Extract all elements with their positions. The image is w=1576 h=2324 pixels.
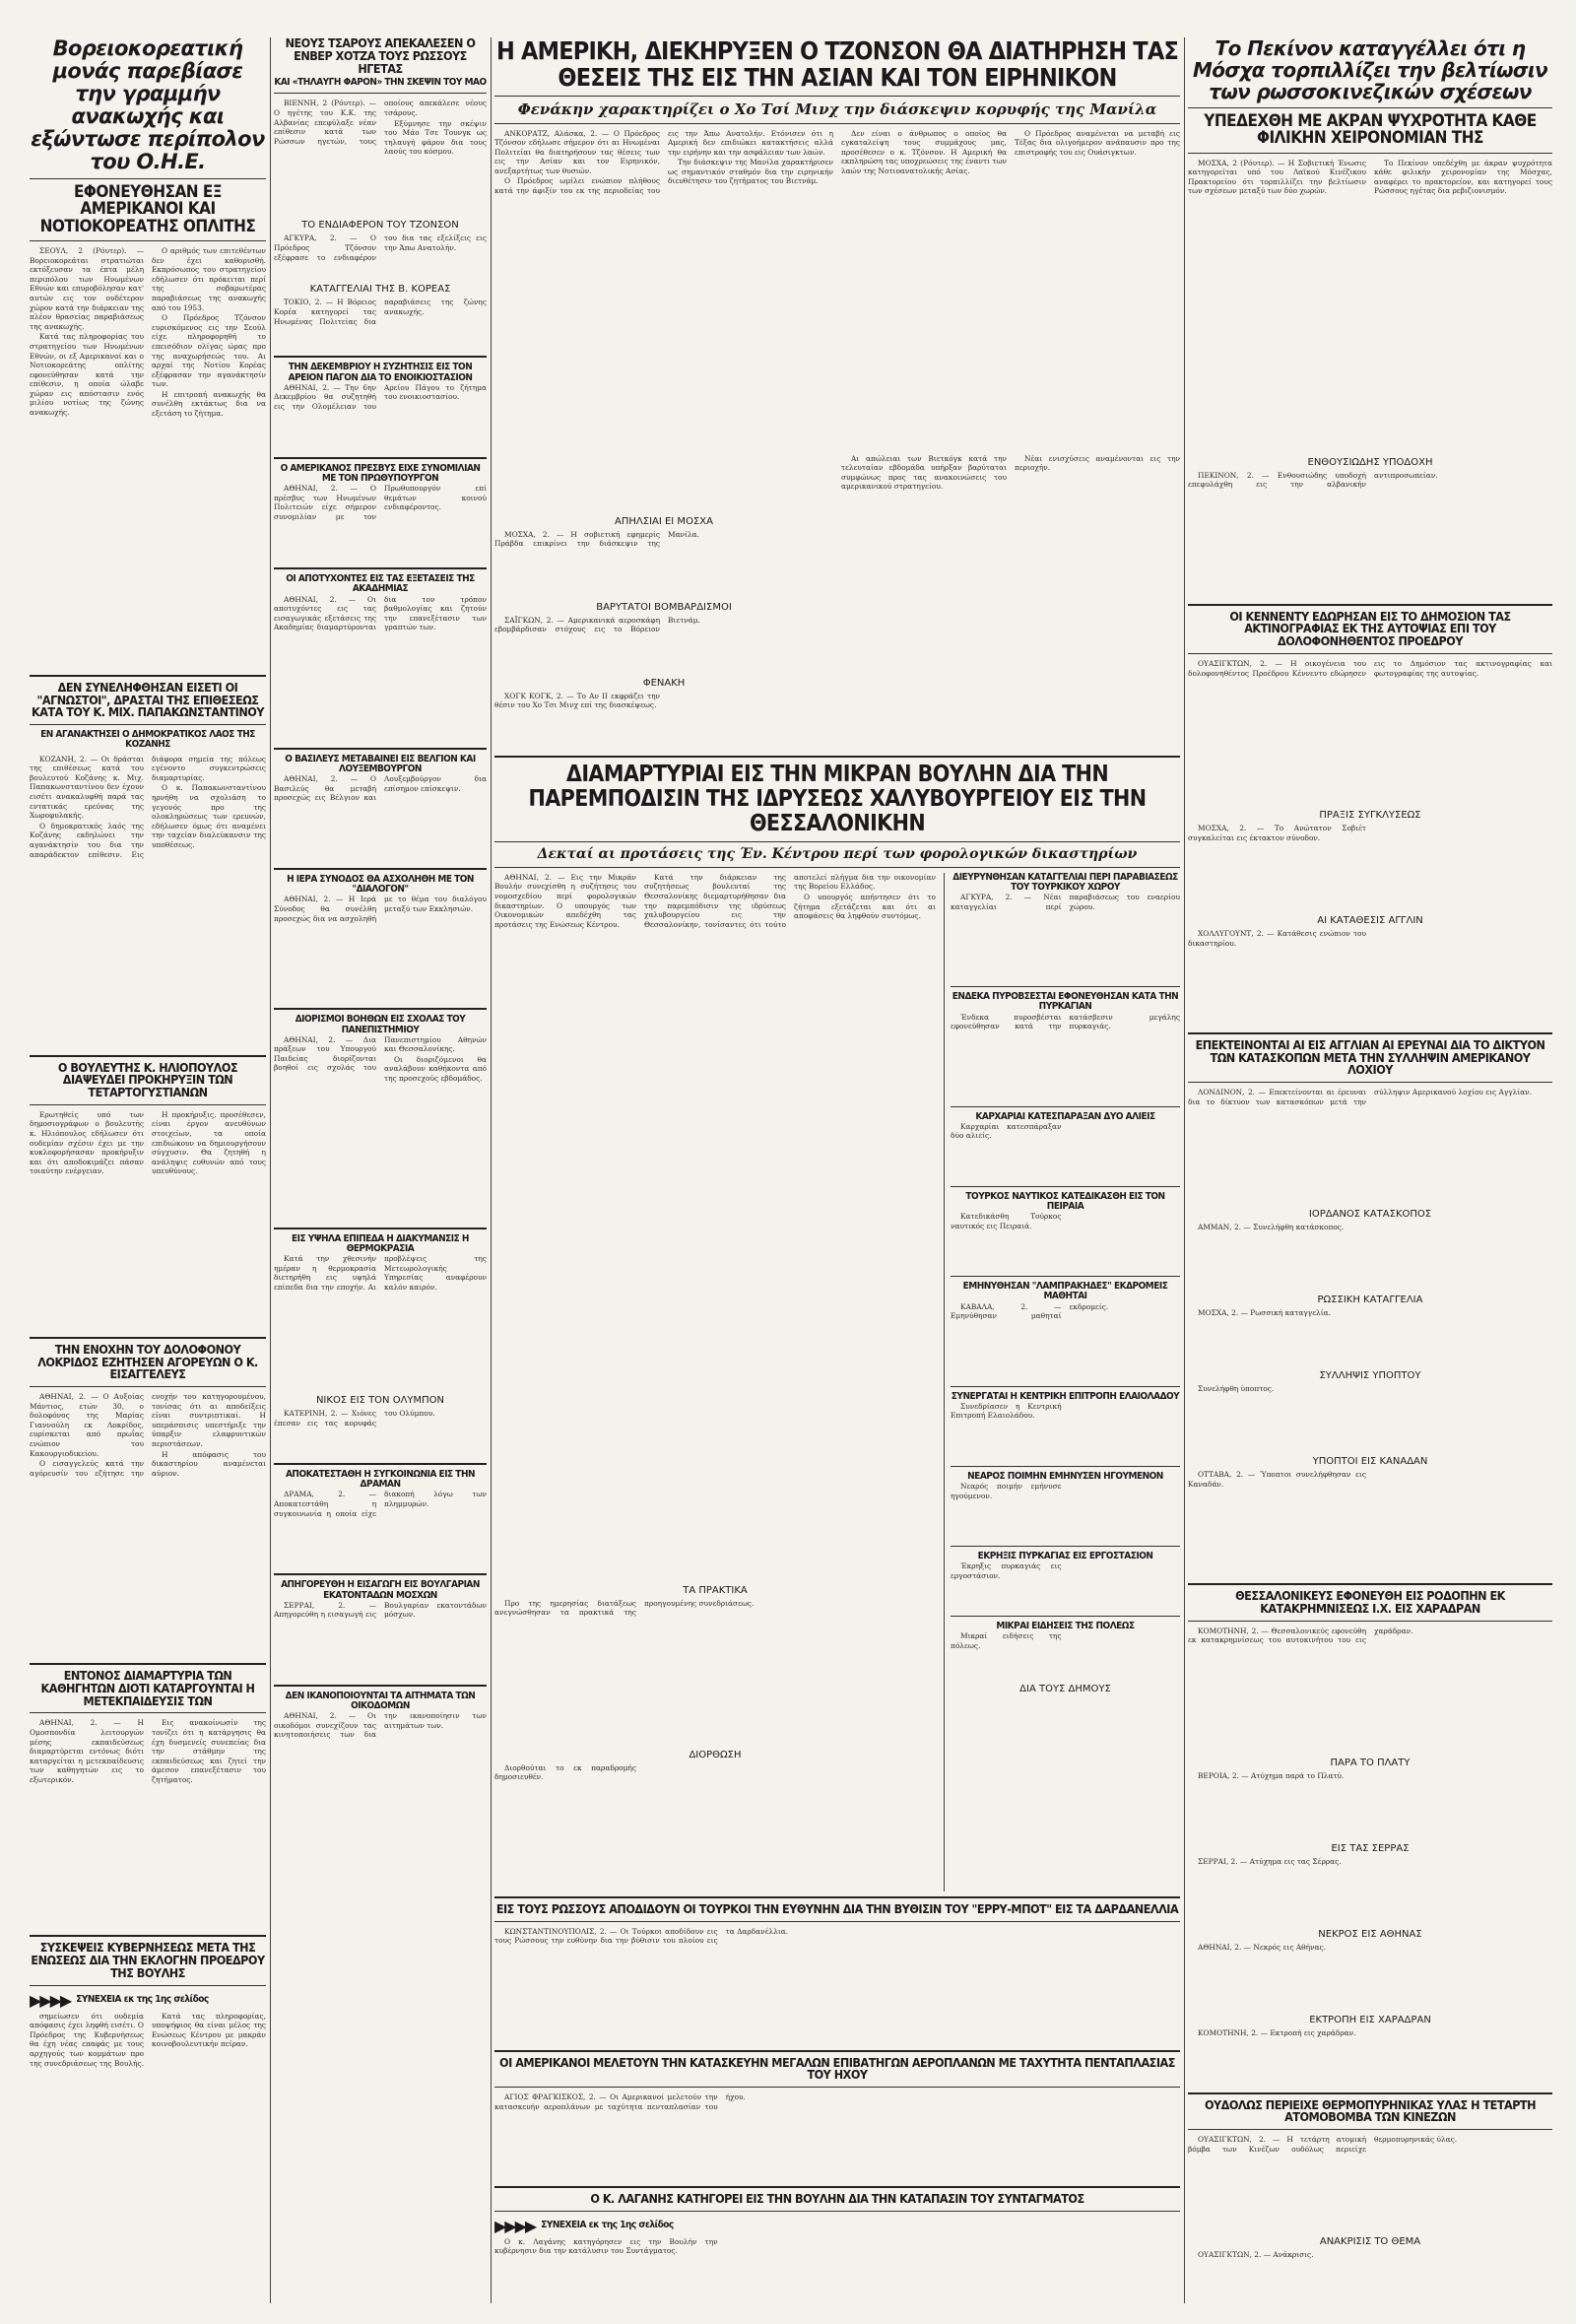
article-lokris: ΑΘΗΝΑΙ, 2. — Ο Αυξοίας Μάντιος, ετών 30, ο δολοφόνος της Μαρίας Γιαννούλη εκ Λοκρίδος, ευρίσκεται από πρωΐας ενώπιον του Κακουργιοδικείου. Ο εισαγγελεύς κατά την αγόρευσίν του εζήτησε την ενοχήν του κατηγορουμένου, τονίσας ότι αι αποδείξεις είναι συντριπτικαί. Η υπεράσπισις υπεστήριξε την ύπαρξιν ελαφρυντικών περιστάσεων. Η απόφασις του δικαστηρίου αναμένεται αύριον. xyxy=(30,1392,266,1478)
subhead-olympus: ΝΙΚΟΣ ΕΙΣ ΤΟΝ ΟΛΥΜΠΟΝ xyxy=(315,1395,445,1407)
headline-kozani: ΔΕΝ ΣΥΝΕΛΗΦΘΗΣΑΝ ΕΙΣΕΤΙ ΟΙ "ΑΓΝΩΣΤΟΙ", ΔΡΑΣΤΑΙ ΤΗΣ ΕΠΙΘΕΣΕΩΣ ΚΑΤΑ ΤΟΥ Κ. ΜΙΧ. ΠΑΠΑΚΩΝΣΤΑΝΤΙΝΟΥ xyxy=(32,679,264,720)
article-johnson-2: Δεν είναι ο άνθρωπος ο οποίος θα εγκαταλείψη τους συμμάχους μας, προσέθεσεν ο κ. Τζόνσον. Η Αμερική θα εκπληρώση τας υποχρεώσεις της έναντι των λαών της Νοτιοανατολικής Ασίας. Ο Πρόεδρος αναμένεται να μεταβή εις Τέξας δια ολιγοήμερον ανάπαυσιν προ της επιστροφής του εις Ουάσιγκτων. xyxy=(841,128,1180,175)
subhead-convocation: ΠΡΑΞΙΣ ΣΥΓΚΛΥΣΕΩΣ xyxy=(1319,809,1421,821)
article-teachers: ΑΘΗΝΑΙ, 2. — Η Ομοσπονδία λειτουργών μέσης εκπαιδεύσεως διαμαρτύρεται εντόνως διότι καταργείται η μετεκπαίδευσις των καθηγητών εις το εξωτερικόν. Εις ανακοίνωσίν της τονίζει ότι η κατάργησις θα έχη δυσμενείς συνεπείας δια την στάθμην της εκπαιδεύσεως και ζητεί την άμεσον επανεξέτασιν του ζητήματος. xyxy=(30,1718,266,1784)
arrows-icon: ▶▶▶▶ xyxy=(494,2216,536,2235)
headline-bulgaria: ΑΠΗΓΟΡΕΥΘΗ Η ΕΙΣΑΓΩΓΗ ΕΙΣ ΒΟΥΛΓΑΡΙΑΝ ΕΚΑΤΟΝΤΑΔΩΝ ΜΟΣΧΩΝ xyxy=(281,1579,480,1601)
article-bulgaria: ΣΕΡΡΑΙ, 2. — Απηγορεύθη η εισαγωγή εις Βουλγαρίαν εκατοντάδων μόσχων. xyxy=(274,1600,487,1620)
headline-korea: Βορειοκορεατική μονάς παρεβίασε την γραμμήν ανακωχής και εξώντωσε περίπολον του Ο.Η.Ε. xyxy=(31,37,265,173)
article-consultations: σημείωσεν ότι ουδεμία απόφασις έχει ληφθή εισέτι. Ο Πρόεδρος της Κυβερνήσεως θα έχη νέας επαφάς με τους αρχηγούς των κομμάτων προ της συνεδριάσεως της Βουλής. Κατά τας πληροφορίας, υποψήφιος θα είναι μέλος της Ενώσεως Κέντρου με μακράν κοινοβουλευτικήν πείραν. xyxy=(30,2011,266,2068)
headline-ambassador: Ο ΑΜΕΡΙΚΑΝΟΣ ΠΡΕΣΒΥΣ ΕΙΧΕ ΣΥΝΟΜΙΛΙΑΝ ΜΕ ΤΟΝ ΠΡΩΘΥΠΟΥΡΓΟΝ xyxy=(280,462,481,484)
subhead-hoxha: ΚΑΙ «ΤΗΛΑΥΓΗ ΦΑΡΟΝ» ΤΗΝ ΣΚΕΨΙΝ ΤΟΥ ΜΑΟ xyxy=(274,77,487,89)
article-welcome: ΠΕΚΙΝΟΝ, 2. — Ενθουσιώδης υποδοχή επεφυλάχθη εις την αλβανικήν αντιπροσωπείαν. xyxy=(1188,470,1438,490)
article-platy: ΒΕΡΟΙΑ, 2. — Ατύχημα παρά το Πλατύ. xyxy=(1198,1770,1345,1780)
article-oil-committee: Συνεδρίασεν η Κεντρική Επιτροπή Ελαιολάδου. xyxy=(951,1401,1062,1421)
article-vietnam: Αι απώλειαι των Βιετκόγκ κατά την τελευταίαν εβδομάδα υπήρξαν βαρύταται συμφώνως προς τας ανακοινώσεις του αμερικανικού στρατηγείου. Νέαι ενισχύσεις αναμένονται εις την περιοχήν. xyxy=(841,453,1180,492)
article-russian-complaint: ΜΟΣΧΑ, 2. — Ρωσσική καταγγελία. xyxy=(1198,1308,1331,1318)
headline-university: ΔΙΟΡΙΣΜΟΙ ΒΟΗΘΩΝ ΕΙΣ ΣΧΟΛΑΣ ΤΟΥ ΠΑΝΕΠΙΣΤΗΜΙΟΥ xyxy=(295,1014,466,1035)
article-sharks: Καρχαρίαι κατεσπάραξαν δύο αλιείς. xyxy=(951,1121,1062,1141)
article-spies: ΛΟΝΔΙΝΟΝ, 2. — Επεκτείνονται αι έρευναι δια το δίκτυον των κατασκόπων μετά την σύλληψιν Αμερικανού λοχίου εις Αγγλίαν. xyxy=(1188,1088,1533,1106)
article-athens-dead: ΑΘΗΝΑΙ, 2. — Νεκρός εις Αθήνας. xyxy=(1198,1942,1327,1952)
subhead-johnson-interest: ΤΟ ΕΝΔΙΑΦΕΡΟΝ ΤΟΥ ΤΖΟΝΣΟΝ xyxy=(301,220,459,232)
article-synod: ΑΘΗΝΑΙ, 2. — Η Ιερά Σύνοδος θα συνέλθη προσεχώς δια να ασχοληθή με το θέμα του διαλόγου μεταξύ των Εκκλησιών. xyxy=(274,895,487,923)
lead-subhead: Φενάκην χαρακτηρίζει ο Χο Τσί Μινχ την διάσκεψιν κορυφής της Μανίλα xyxy=(517,100,1157,118)
article-rent: ΑΘΗΝΑΙ, 2. — Την 6ην Δεκεμβρίου θα συζητηθή εις την Ολομέλειαν του Αρείου Πάγου το ζήτημα του ενοικιοστασίου. xyxy=(274,382,487,411)
article-temperature: Κατά την χθεσινήν ημέραν η θερμοκρασία διετηρήθη εις υψηλά επίπεδα δια την εποχήν. Αι προβλέψεις της Μετεωρολογικής Υπηρεσίας αναφέρουν καλόν καιρόν. xyxy=(274,1254,487,1292)
article-serres: ΣΕΡΡΑΙ, 2. — Ατύχημα εις τας Σέρρας. xyxy=(1198,1856,1342,1866)
headline-spies: ΕΠΕΚΤΕΙΝΟΝΤΑΙ ΑΙ ΕΙΣ ΑΓΓΛΙΑΝ ΑΙ ΕΡΕΥΝΑΙ ΔΙΑ ΤΟ ΔΙΚΤΥΟΝ ΤΩΝ ΚΑΤΑΣΚΟΠΩΝ ΜΕΤΑ ΤΗΝ ΣΥΛΛΗΨΙΝ ΑΜΕΡΙΚΑΝΟΥ ΛΟΧΙΟΥ xyxy=(1195,1036,1545,1078)
article-rodopi: ΚΟΜΟΤΗΝΗ, 2. — Θεσσαλονικεύς εφονεύθη εκ κατακρημνίσεως του αυτοκινήτου του εις χαράδραν. xyxy=(1188,1626,1413,1645)
article-peking: ΜΟΣΧΑ, 2 (Ρόυτερ). — Η Σοβιετική Ένωσις κατηγορείται υπό του Λαϊκού Κινέζικου Πρακτορείου ότι τορπιλλίζει την βελτίωσιν των σχέσεων μεταξύ των δύο χωρών. Το Πεκίνον υπεδέχθη με άκραν ψυχρότητα κάθε φιλικήν χειρονομίαν της Μόσχας, αναφέρει το πρακτορείον, και κατηγορεί τους Ρώσσους ηγέτας δια ρεβιζιονισμόν. xyxy=(1188,158,1552,196)
article-olympus: ΚΑΤΕΡΙΝΗ, 2. — Χιόνες έπεσαν εις τας κορυφάς του Ολύμπου. xyxy=(274,1409,435,1428)
column-5 xyxy=(1188,37,1552,2303)
article-drama: ΔΡΑΜΑ, 2. — Αποκατεστάθη η συγκοινωνία η οποία είχε διακοπή λόγω των πλημμυρών. xyxy=(274,1490,487,1518)
headline-turkish-sailor: ΤΟΥΡΚΟΣ ΝΑΥΤΙΚΟΣ ΚΑΤΕΔΙΚΑΣΘΗ ΕΙΣ ΤΟΝ ΠΕΙΡΑΙΑ xyxy=(965,1190,1165,1213)
article-king: ΑΘΗΝΑΙ, 2. — Ο Βασιλεύς θα μεταβή προσεχώς εις Βέλγιον και Λουξεμβούργον δια επίσημον επίσκεψιν. xyxy=(274,773,487,803)
headline-dardanelles: ΕΙΣ ΤΟΥΣ ΡΩΣΣΟΥΣ ΑΠΟΔΙΔΟΥΝ ΟΙ ΤΟΥΡΚΟΙ ΤΗΝ ΕΥΘΥΝΗΝ ΔΙΑ ΤΗΝ ΒΥΘΙΣΙΝ ΤΟΥ "ΕΡΡΥ-ΜΠΟΤ" ΕΙΣ ΤΑ ΔΑΡΔΑΝΕΛΛΙΑ xyxy=(495,1900,1179,1916)
article-city-news: Μικραί ειδήσεις της πόλεως. xyxy=(951,1631,1062,1650)
subhead-minutes: ΤΑ ΠΡΑΚΤΙΚΑ xyxy=(683,1584,748,1596)
article-suspect-arrest: Συνελήφθη ύποπτος. xyxy=(1198,1384,1275,1394)
article-supersonic: ΑΓΙΟΣ ΦΡΑΓΚΙΣΚΟΣ, 2. — Οι Αμερικανοί μελετούν την κατασκευήν αεροπλάνων με ταχύτητα πενταπλασίαν του ήχου. xyxy=(494,2092,746,2111)
article-chinese-bomb: ΟΥΑΣΙΓΚΤΩΝ, 2. — Η τετάρτη ατομική βόμβα των Κινέζων ουδόλως περιείχε θερμοπυρηνικάς ύλας. xyxy=(1188,2135,1458,2154)
headline-iliopoulos: Ο ΒΟΥΛΕΥΤΗΣ Κ. ΗΛΙΟΠΟΥΛΟΣ ΔΙΑΨΕΥΔΕΙ ΠΡΟΚΗΡΥΞΙΝ ΤΩΝ ΤΕΤΑΡΤΟΓΥΣΤΙΑΝΩΝ xyxy=(57,1059,238,1100)
article-firemen: Ένδεκα πυροσβέσται εφονεύθησαν κατά την κατάσβεσιν μεγάλης πυρκαγιάς. xyxy=(951,1012,1180,1031)
headline-consultations: ΣΥΣΚΕΨΕΙΣ ΚΥΒΕΡΝΗΣΕΩΣ ΜΕΤΑ ΤΗΣ ΕΝΩΣΕΩΣ ΔΙΑ ΤΗΝ ΕΚΛΟΓΗΝ ΠΡΟΕΔΡΟΥ ΤΗΣ ΒΟΥΛΗΣ xyxy=(31,1940,265,1980)
article-moscow: ΜΟΣΧΑ, 2. — Η σοβιετική εφημερίς Πράβδα επικρίνει την διάσκεψιν της Μανίλα. xyxy=(494,529,699,549)
headline-oil-committee: ΣΥΝΕΡΓΑΤΑΙ Η ΚΕΝΤΡΙΚΗ ΕΠΙΤΡΟΠΗ ΕΛΑΙΟΛΑΔΟΥ xyxy=(951,1390,1180,1402)
subhead-sham: ΦΕΝΑΚΗ xyxy=(642,677,686,689)
subhead-russian-complaint: ΡΩΣΣΙΚΗ ΚΑΤΑΓΓΕΛΙΑ xyxy=(1317,1295,1423,1306)
subhead-korea-complaints: ΚΑΤΑΓΓΕΛΙΑΙ ΤΗΣ Β. ΚΟΡΕΑΣ xyxy=(309,284,451,296)
column-rule xyxy=(491,37,492,2303)
subhead-serres: ΕΙΣ ΤΑΣ ΣΕΡΡΑΣ xyxy=(1331,1842,1410,1854)
article-students: ΚΑΒΑΛΑ, 2. — Εμηνύθησαν μαθηταί εκδρομείς. xyxy=(951,1301,1109,1321)
article-builders: ΑΘΗΝΑΙ, 2. — Οι οικοδόμοι συνεχίζουν τας κινητοποιήσεις των δια την ικανοποίησιν των αιτημάτων των. xyxy=(274,1711,487,1740)
subhead-kozani: ΕΝ ΑΓΑΝΑΚΤΗΣΕΙ Ο ΔΗΜΟΚΡΑΤΙΚΟΣ ΛΑΟΣ ΤΗΣ ΚΟΖΑΝΗΣ xyxy=(40,729,255,751)
headline-kennedy: ΟΙ ΚΕΝΝΕΝΤΥ ΕΔΩΡΗΣΑΝ ΕΙΣ ΤΟ ΔΗΜΟΣΙΟΝ ΤΑΣ ΑΚΤΙΝΟΓΡΑΦΙΑΣ ΕΚ ΤΗΣ ΑΥΤΟΨΙΑΣ ΕΠΙ ΤΟΥ ΔΟΛΟΦΟΝΗΘΕΝΤΟΣ ΠΡΟΕΔΡΟΥ xyxy=(1229,608,1511,649)
column-rule xyxy=(270,37,271,2303)
article-johnson: ΑΝΚΟΡΑΤΖ, Αλάσκα, 2. — Ο Πρόεδρος Τζόνσον εδήλωσε σήμερον ότι αι Ηνωμέναι Πολιτείαι θα διατηρήσουν τας θέσεις των εις την Ασίαν και τον Ειρηνικόν, ανεξαρτήτως των θυσιών. Ο Πρόεδρος ωμίλει ενώπιον πλήθους κατά την άφιξίν του εκ της περιοδείας του εις την Άπω Ανατολήν. Ετόνισεν ότι η Αμερική δεν επιδιώκει κατακτήσεις αλλά την ειρήνην και την ασφάλειαν των λαών. Την διάσκεψιν της Μανίλα χαρακτήρισεν ως σημαντικόν σταθμόν δια την ειρηνικήν διευθέτησιν του ζητήματος του Βιετνάμ. xyxy=(494,128,833,196)
article-bombing: ΣΑΪΓΚΩΝ, 2. — Αμερικανικά αεροσκάφη εβομβάρδισαν στόχους εις το Βόρειον Βιετνάμ. xyxy=(494,615,700,634)
article-ravine: ΚΟΜΟΤΗΝΗ, 2. — Εκτροπή εις χαράδραν. xyxy=(1198,2027,1356,2037)
subhead-correction: ΔΙΟΡΘΩΣΗ xyxy=(689,1749,742,1760)
headline-factory-fire: ΕΚΡΗΞΙΣ ΠΥΡΚΑΓΙΑΣ ΕΙΣ ΕΡΓΟΣΤΑΣΙΟΝ xyxy=(977,1550,1153,1561)
column-rule xyxy=(1184,37,1185,2303)
headline-shepherd: ΝΕΑΡΟΣ ΠΟΙΜΗΝ ΕΜΗΝΥΣΕΝ ΗΓΟΥΜΕΝΟΝ xyxy=(967,1470,1163,1482)
subhead-ravine: ΕΚΤΡΟΠΗ ΕΙΣ ΧΑΡΑΔΡΑΝ xyxy=(1309,2014,1431,2025)
headline-rodopi: ΘΕΣΣΑΛΟΝΙΚΕΥΣ ΕΦΟΝΕΥΘΗ ΕΙΣ ΡΟΔΟΠΗΝ ΕΚ ΚΑΤΑΚΡΗΜΝΙΣΕΩΣ Ι.Χ. ΕΙΣ ΧΑΡΑΔΡΑΝ xyxy=(1235,1588,1505,1616)
subhead-moscow: ΑΠΗΛΣΙΑΙ ΕΙ ΜΟΣΧΑ xyxy=(615,515,713,527)
headline-teachers: ΕΝΤΟΝΟΣ ΔΙΑΜΑΡΤΥΡΙΑ ΤΩΝ ΚΑΘΗΓΗΤΩΝ ΔΙΟΤΙ ΚΑΤΑΡΓΟΥΝΤΑΙ Η ΜΕΤΕΚΠΑΙΔΕΥΣΙΣ ΤΩΝ xyxy=(40,1668,255,1708)
article-jordan: ΑΜΜΑΝ, 2. — Συνελήφθη κατάσκοπος. xyxy=(1198,1223,1345,1232)
headline-laganis: Ο Κ. ΛΑΓΑΝΗΣ ΚΑΤΗΓΟΡΕΙ ΕΙΣ ΤΗΝ ΒΟΥΛΗΝ ΔΙΑ ΤΗΝ ΚΑΤΑΠΑΣΙΝ ΤΟΥ ΣΥΝΤΑΓΜΑΤΟΣ xyxy=(590,2191,1084,2207)
article-correction: Διορθούται το εκ παραδρομής δημοσιευθέν. xyxy=(494,1762,636,1782)
mid-subhead: Δεκταί αι προτάσεις της Έν. Κέντρου περί των φορολογικών δικαστηρίων xyxy=(537,845,1138,862)
article-deposition: ΧΟΛΛΥΓΟΥΝΤ, 2. — Κατάθεσις ενώπιον του δικαστηρίου. xyxy=(1188,928,1366,948)
headline-rent: ΤΗΝ ΔΕΚΕΜΒΡΙΟΥ Η ΣΥΖΗΤΗΣΙΣ ΕΙΣ ΤΟΝ ΑΡΕΙΟΝ ΠΑΓΟΝ ΔΙΑ ΤΟ ΕΝΟΙΚΙΟΣΤΑΣΙΟΝ xyxy=(288,362,473,383)
subhead-municipalities: ΔΙΑ ΤΟΥΣ ΔΗΜΟΥΣ xyxy=(1019,1684,1111,1695)
mid-headline: ΔΙΑΜΑΡΤΥΡΙΑΙ ΕΙΣ ΤΗΝ ΜΙΚΡΑΝ ΒΟΥΛΗΝ ΔΙΑ ΤΗΝ ΠΑΡΕΜΠΟΔΙΣΙΝ ΤΗΣ ΙΔΡΥΣΕΩΣ ΧΑΛΥΒΟΥΡΓΕΙΟΥ ΕΙΣ ΤΗΝ ΘΕΣΣΑΛΟΝΙΚΗΝ xyxy=(528,761,1147,836)
article-johnson-interest: ΑΓΚΥΡΑ, 2. — Ο Πρόεδρος Τζόνσον εξέφρασε το ενδιαφέρον του δια τας εξελίξεις εις την Άπω Ανατολήν. xyxy=(274,233,487,262)
subhead-deposition: ΑΙ ΚΑΤΑΘΕΣΙΣ ΑΓΓΛΙΝ xyxy=(1317,914,1423,926)
headline-city-news: ΜΙΚΡΑΙ ΕΙΔΗΣΕΙΣ ΤΗΣ ΠΟΛΕΩΣ xyxy=(996,1621,1135,1632)
article-laganis: Ο κ. Λαγάνης κατηγόρησεν εις την Βουλήν την κυβέρνησιν δια την κατάλυσιν του Συντάγματος. xyxy=(494,2236,718,2256)
headline-hoxha: ΝΕΟΥΣ ΤΣΑΡΟΥΣ ΑΠΕΚΑΛΕΣΕΝ Ο ΕΝΒΕΡ ΧΟΤΖΑ ΤΟΥΣ ΡΩΣΣΟΥΣ ΗΓΕΤΑΣ xyxy=(285,37,476,76)
subhead-suspect-arrest: ΣΥΛΛΗΨΙΣ ΥΠΟΠΤΟΥ xyxy=(1319,1370,1421,1382)
newspaper-page xyxy=(30,37,1552,2303)
headline-temperature: ΕΙΣ ΥΨΗΛΑ ΕΠΙΠΕΔΑ Η ΔΙΑΚΥΜΑΝΣΙΣ Η ΘΕΡΜΟΚΡΑΣΙΑ xyxy=(292,1232,469,1254)
headline-builders: ΔΕΝ ΙΚΑΝΟΠΟΙΟΥΝΤΑΙ ΤΑ ΑΙΤΗΜΑΤΑ ΤΩΝ ΟΙΚΟΔΟΜΩΝ xyxy=(285,1690,476,1711)
headline-sharks: ΚΑΡΧΑΡΙΑΙ ΚΑΤΕΣΠΑΡΑΞΑΝ ΔΥΟ ΑΛΙΕΙΣ xyxy=(975,1110,1155,1122)
continued-marker: ▶▶▶▶ ΣΥΝΕΧΕΙΑ εκ της 1ης σελίδος xyxy=(30,1990,209,2010)
arrows-icon: ▶▶▶▶ xyxy=(30,1990,71,2010)
headline-firemen: ΕΝΔΕΚΑ ΠΥΡΟΒΣΕΣΤΑΙ ΕΦΟΝΕΥΘΗΣΑΝ ΚΑΤΑ ΤΗΝ ΠΥΡΚΑΓΙΑΝ xyxy=(952,991,1179,1013)
article-factory-fire: Έκρηξις πυρκαγιάς εις εργοστάσιον. xyxy=(951,1561,1062,1580)
article-steelworks: ΑΘΗΝΑΙ, 2. — Εις την Μικράν Βουλήν συνεχίσθη η συζήτησις του νομοσχεδίου περί φορολογικών δικαστηρίων. Ο υπουργός των Οικονομικών απεδέχθη τας προτάσεις της Ενώσεως Κέντρου. Κατά την διάρκειαν της συζητήσεως βουλευταί της Θεσσαλονίκης διεμαρτυρήθησαν δια την παρεμπόδισιν της ιδρύσεως χαλυβουργείου εις την Θεσσαλονίκην, τονίσαντες ότι τούτο αποτελεί πλήγμα δια την οικονομίαν της Βορείου Ελλάδος. Ο υπουργός απήντησεν ότι το ζήτημα εξετάζεται και ότι αι αποφάσεις θα ληφθούν συντόμως. xyxy=(494,872,936,929)
article-turkish-airspace: ΑΓΚΥΡΑ, 2. — Νέαι καταγγελίαι περί παραβιάσεως του εναερίου χώρου. xyxy=(951,893,1180,911)
headline-supersonic: ΟΙ ΑΜΕΡΙΚΑΝΟΙ ΜΕΛΕΤΟΥΝ ΤΗΝ ΚΑΤΑΣΚΕΥΗΝ ΜΕΓΑΛΩΝ ΕΠΙΒΑΤΗΓΩΝ ΑΕΡΟΠΛΑΝΩΝ ΜΕ ΤΑΧΥΤΗΤΑ ΠΕΝΤΑΠΛΑΣΙΑΣ ΤΟΥ ΗΧΟΥ xyxy=(499,2054,1175,2083)
headline-peking: Το Πεκίνον καταγγέλλει ότι η Μόσχα τορπιλλίζει την βελτίωσιν των ρωσσοκινεζικών σχέσεων xyxy=(1192,37,1548,103)
subhead-jordan: ΙΟΡΔΑΝΟΣ ΚΑΤΑΣΚΟΠΟΣ xyxy=(1308,1209,1432,1221)
subhead-peking: ΥΠΕΔΕΧΘΗ ΜΕ ΑΚΡΑΝ ΨΥΧΡΟΤΗΤΑ ΚΑΘΕ ΦΙΛΙΚΗΝ ΧΕΙΡΟΝΟΜΙΑΝ ΤΗΣ xyxy=(1204,111,1537,149)
headline-academy: ΟΙ ΑΠΟΤΥΧΟΝΤΕΣ ΕΙΣ ΤΑΣ ΕΞΕΤΑΣΕΙΣ ΤΗΣ ΑΚΑΔΗΜΙΑΣ xyxy=(286,573,475,595)
column-1 xyxy=(30,37,266,2303)
headline-synod: Η ΙΕΡΑ ΣΥΝΟΔΟΣ ΘΑ ΑΣΧΟΛΗΘΗ ΜΕ ΤΟΝ "ΔΙΑΛΟΓΟΝ" xyxy=(287,873,474,896)
article-iliopoulos: Ερωτηθείς υπό των δημοσιογράφων ο βουλευτής κ. Ηλιόπουλος εδήλωσεν ότι ουδεμίαν σχέσιν έχει με την κυκλοφορήσασαν προκήρυξιν και ότι αποδοκιμάζει πάσαν τοιαύτην ενέργειαν. Η προκήρυξις, προσέθεσεν, είναι έργον ανευθύνων στοιχείων, τα οποία επιδιώκουν να δημιουργήσουν σύγχυσιν. Θα ζητηθή η ανάληψις ευθυνών από τους υπευθύνους. xyxy=(30,1109,266,1176)
headline-turkish-airspace: ΔΙΕΥΡΥΝΘΗΣΑΝ ΚΑΤΑΓΓΕΛΙΑΙ ΠΕΡΙ ΠΑΡΑΒΙΑΣΕΩΣ ΤΟΥ ΤΟΥΡΚΙΚΟΥ ΧΩΡΟΥ xyxy=(952,871,1178,894)
headline-lokris: ΤΗΝ ΕΝΟΧΗΝ ΤΟΥ ΔΟΛΟΦΟΝΟΥ ΛΟΚΡΙΔΟΣ ΕΖΗΤΗΣΕΝ ΑΓΟΡΕΥΩΝ Ο Κ. ΕΙΣΑΓΓΕΛΕΥΣ xyxy=(37,1341,258,1382)
subhead-investigation: ΑΝΑΚΡΙΣΙΣ ΤΟ ΘΕΜΑ xyxy=(1319,2236,1421,2248)
subhead-korea: ΕΦΟΝΕΥΘΗΣΑΝ ΕΞ ΑΜΕΡΙΚΑΝΟΙ ΚΑΙ ΝΟΤΙΟΚΟΡΕΑΤΗΣ ΟΠΛΙΤΗΣ xyxy=(39,182,256,236)
subhead-platy: ΠΑΡΑ ΤΟ ΠΛΑΤΥ xyxy=(1330,1757,1411,1768)
article-korea-complaints: ΤΟΚΙΟ, 2. — Η Βόρειος Κορέα κατηγορεί τας Ηνωμένας Πολιτείας δια παραβιάσεις της ζώνης ανακωχής. xyxy=(274,298,487,326)
article-canada: ΟΤΤΑΒΑ, 2. — Ύποπτοι συνελήφθησαν εις Καναδάν. xyxy=(1188,1470,1366,1489)
subhead-bombing: ΒΑΡΥΤΑΤΟΙ ΒΟΜΒΑΡΔΙΣΜΟΙ xyxy=(596,601,732,613)
article-kennedy: ΟΥΑΣΙΓΚΤΩΝ, 2. — Η οικογένεια του δολοφονηθέντος Προέδρου Κέννεντυ εδώρησεν εις το Δημόσιον τας ακτινογραφίας και φωτογραφίας της αυτοψίας. xyxy=(1188,658,1552,678)
article-convocation: ΜΟΣΧΑ, 2. — Το Ανώτατον Σοβιέτ συγκαλείται εις έκτακτον σύνοδον. xyxy=(1188,823,1366,842)
subhead-welcome: ΕΝΘΟΥΣΙΩΔΗΣ ΥΠΟΔΟΧΗ xyxy=(1307,456,1433,468)
article-hoxha: ΒΙΕΝΝΗ, 2 (Ρόυτερ). — Ο ηγέτης του Κ.Κ. της Αλβανίας επεφύλαξε νέαν επίθεσιν κατά των Ρώσσων ηγετών, τους οποίους απεκάλεσε νέους τσάρους. Εξύμνησε την σκέψιν του Μάο Τσε Τουνγκ ως τηλαυγή φάρον δια τους λαούς του κόσμου. xyxy=(274,99,487,157)
subhead-canada: ΥΠΟΠΤΟΙ ΕΙΣ ΚΑΝΑΔΑΝ xyxy=(1312,1456,1428,1468)
article-turkish-sailor: Κατεδικάσθη Τούρκος ναυτικός εις Πειραιά. xyxy=(951,1212,1062,1230)
headline-chinese-bomb: ΟΥΔΟΛΩΣ ΠΕΡΙΕΙΧΕ ΘΕΡΜΟΠΥΡΗΝΙΚΑΣ ΥΛΑΣ Η ΤΕΤΑΡΤΗ ΑΤΟΜΟΒΟΜΒΑ ΤΩΝ ΚΙΝΕΖΩΝ xyxy=(1204,2096,1537,2125)
column-2 xyxy=(274,37,487,2303)
centre-columns xyxy=(494,37,1180,2303)
article-kozani: ΚΟΖΑΝΗ, 2. — Οι δράσται της επιθέσεως κατά του βουλευτού Κοζάνης κ. Μιχ. Παπακωνσταντίνου δεν έχουν εισέτι ανακαλυφθή παρά τας εντατικάς ερεύνας της Χωροφυλακής. Ο δημοκρατικός λαός της Κοζάνης εκδηλώνει την αγανάκτησίν του δια την απαράδεκτον επίθεσιν. Εις διάφορα σημεία της πόλεως εγένοντο συγκεντρώσεις διαμαρτυρίας. Ο κ. Παπακωνσταντίνου ηρνήθη να σχολιάση το γεγονός προ της ολοκληρώσεως των ερευνών, εδήλωσεν όμως ότι αναμένει την ταχείαν διαλεύκανσιν της υποθέσεως. xyxy=(30,754,266,859)
article-shepherd: Νεαρός ποιμήν εμήνυσε ηγούμενον. xyxy=(951,1481,1062,1500)
article-academy: ΑΘΗΝΑΙ, 2. — Οι αποτυχόντες εις τας εισαγωγικάς εξετάσεις της Ακαδημίας διαμαρτύρονται δια τον τρόπον βαθμολογίας και ζητούν την επανεξέτασιν των γραπτών των. xyxy=(274,594,487,632)
article-university: ΑΘΗΝΑΙ, 2. — Δια πράξεων του Υπουργού Παιδείας διορίζονται βοηθοί εις σχολάς του Πανεπιστημίου Αθηνών και Θεσσαλονίκης. Οι διοριζόμενοι θα αναλάβουν καθήκοντα από της προσεχούς εβδομάδος. xyxy=(274,1034,487,1084)
article-dardanelles: ΚΩΝΣΤΑΝΤΙΝΟΥΠΟΛΙΣ, 2. — Οι Τούρκοι αποδίδουν εις τους Ρώσσους την ευθύνην δια την βύθισιν του πλοίου εις τα Δαρδανέλλια. xyxy=(494,1926,789,1946)
article-ambassador: ΑΘΗΝΑΙ, 2. — Ο πρέσβυς των Ηνωμένων Πολιτειών είχε σήμερον συνομιλίαν με τον Πρωθυπουργόν επί θεμάτων κοινού ενδιαφέροντος. xyxy=(274,484,487,521)
headline-students: ΕΜΗΝΥΘΗΣΑΝ "ΛΑΜΠΡΑΚΗΔΕΣ" ΕΚΔΡΟΜΕΙΣ ΜΑΘΗΤΑΙ xyxy=(962,1281,1168,1302)
article-sham: ΧΟΓΚ ΚΟΓΚ, 2. — Το Αν ΙΙ εκφράζει την θέσιν του Χο Τσι Μινχ επί της διασκέψεως. xyxy=(494,691,660,710)
headline-king: Ο ΒΑΣΙΛΕΥΣ ΜΕΤΑΒΑΙΝΕΙ ΕΙΣ ΒΕΛΓΙΟΝ ΚΑΙ ΛΟΥΞΕΜΒΟΥΡΓΟΝ xyxy=(285,753,476,774)
article-korea: ΣΕΟΥΛ, 2 (Ρόυτερ). — Βορειοκορεάται στρατιώται εκτόξευσαν τα έπτα μέλη περιπόλου των Ηνωμένων Εθνών και επυροβόλησαν κατ' αυτών εις τον ουδέτερον χώρον κατά την διάρκειαν της πλέον θρασείας παραβιάσεως της ανακωχής. Κατά τας πληροφορίας του στρατηγείου των Ηνωμένων Εθνών, οι εξ Αμερικανοί και ο Νοτιοκορεάτης οπλίτης εφονεύθησαν κατά την επίθεσιν, η οποία ώλαβε χώραν εις απόστασιν ενός μιλίου νοτίως της ζώνης ανακωχής. Ο αριθμός των επιτεθέντων δεν έχει καθορισθή. Εκπρόσωπος του στρατηγείου εδήλωσεν ότι πρόκειται περί της σοβαρωτέρας παραβιάσεως της ανακωχής από του 1953. Ο Πρόεδρος Τζόνσον ευρισκόμενος εις την Σεούλ είχε πληροφορηθή το επεισόδιον ολίγας ώρας προ της αναχωρήσεώς του. Αι αρχαί της Νοτίου Κορέας εξέφρασαν την αγανάκτησίν των. Η επιτροπή ανακωχής θα συνέλθη εκτάκτως δια να εξετάση το ζήτημα. xyxy=(30,245,266,419)
continued-marker-2: ▶▶▶▶ ΣΥΝΕΧΕΙΑ εκ της 1ης σελίδος xyxy=(494,2216,674,2235)
lead-headline: Η ΑΜΕΡΙΚΗ, ΔΙΕΚΗΡΥΞΕΝ Ο ΤΖΟΝΣΟΝ ΘΑ ΔΙΑΤΗΡΗΣΗ ΤΑΣ ΘΕΣΕΙΣ ΤΗΣ ΕΙΣ ΤΗΝ ΑΣΙΑΝ ΚΑΙ ΤΟΝ ΕΙΡΗΝΙΚΟΝ xyxy=(495,37,1179,92)
headline-drama: ΑΠΟΚΑΤΕΣΤΑΘΗ Η ΣΥΓΚΟΙΝΩΝΙΑ ΕΙΣ ΤΗΝ ΔΡΑΜΑΝ xyxy=(285,1469,476,1491)
article-minutes: Προ της ημερησίας διατάξεως ανεγνώσθησαν τα πρακτικά της προηγουμένης συνεδριάσεως. xyxy=(494,1598,755,1618)
subhead-athens-dead: ΝΕΚΡΟΣ ΕΙΣ ΑΘΗΝΑΣ xyxy=(1318,1928,1422,1940)
article-investigation: ΟΥΑΣΙΓΚΤΩΝ, 2. — Ανάκρισις. xyxy=(1198,2250,1314,2260)
